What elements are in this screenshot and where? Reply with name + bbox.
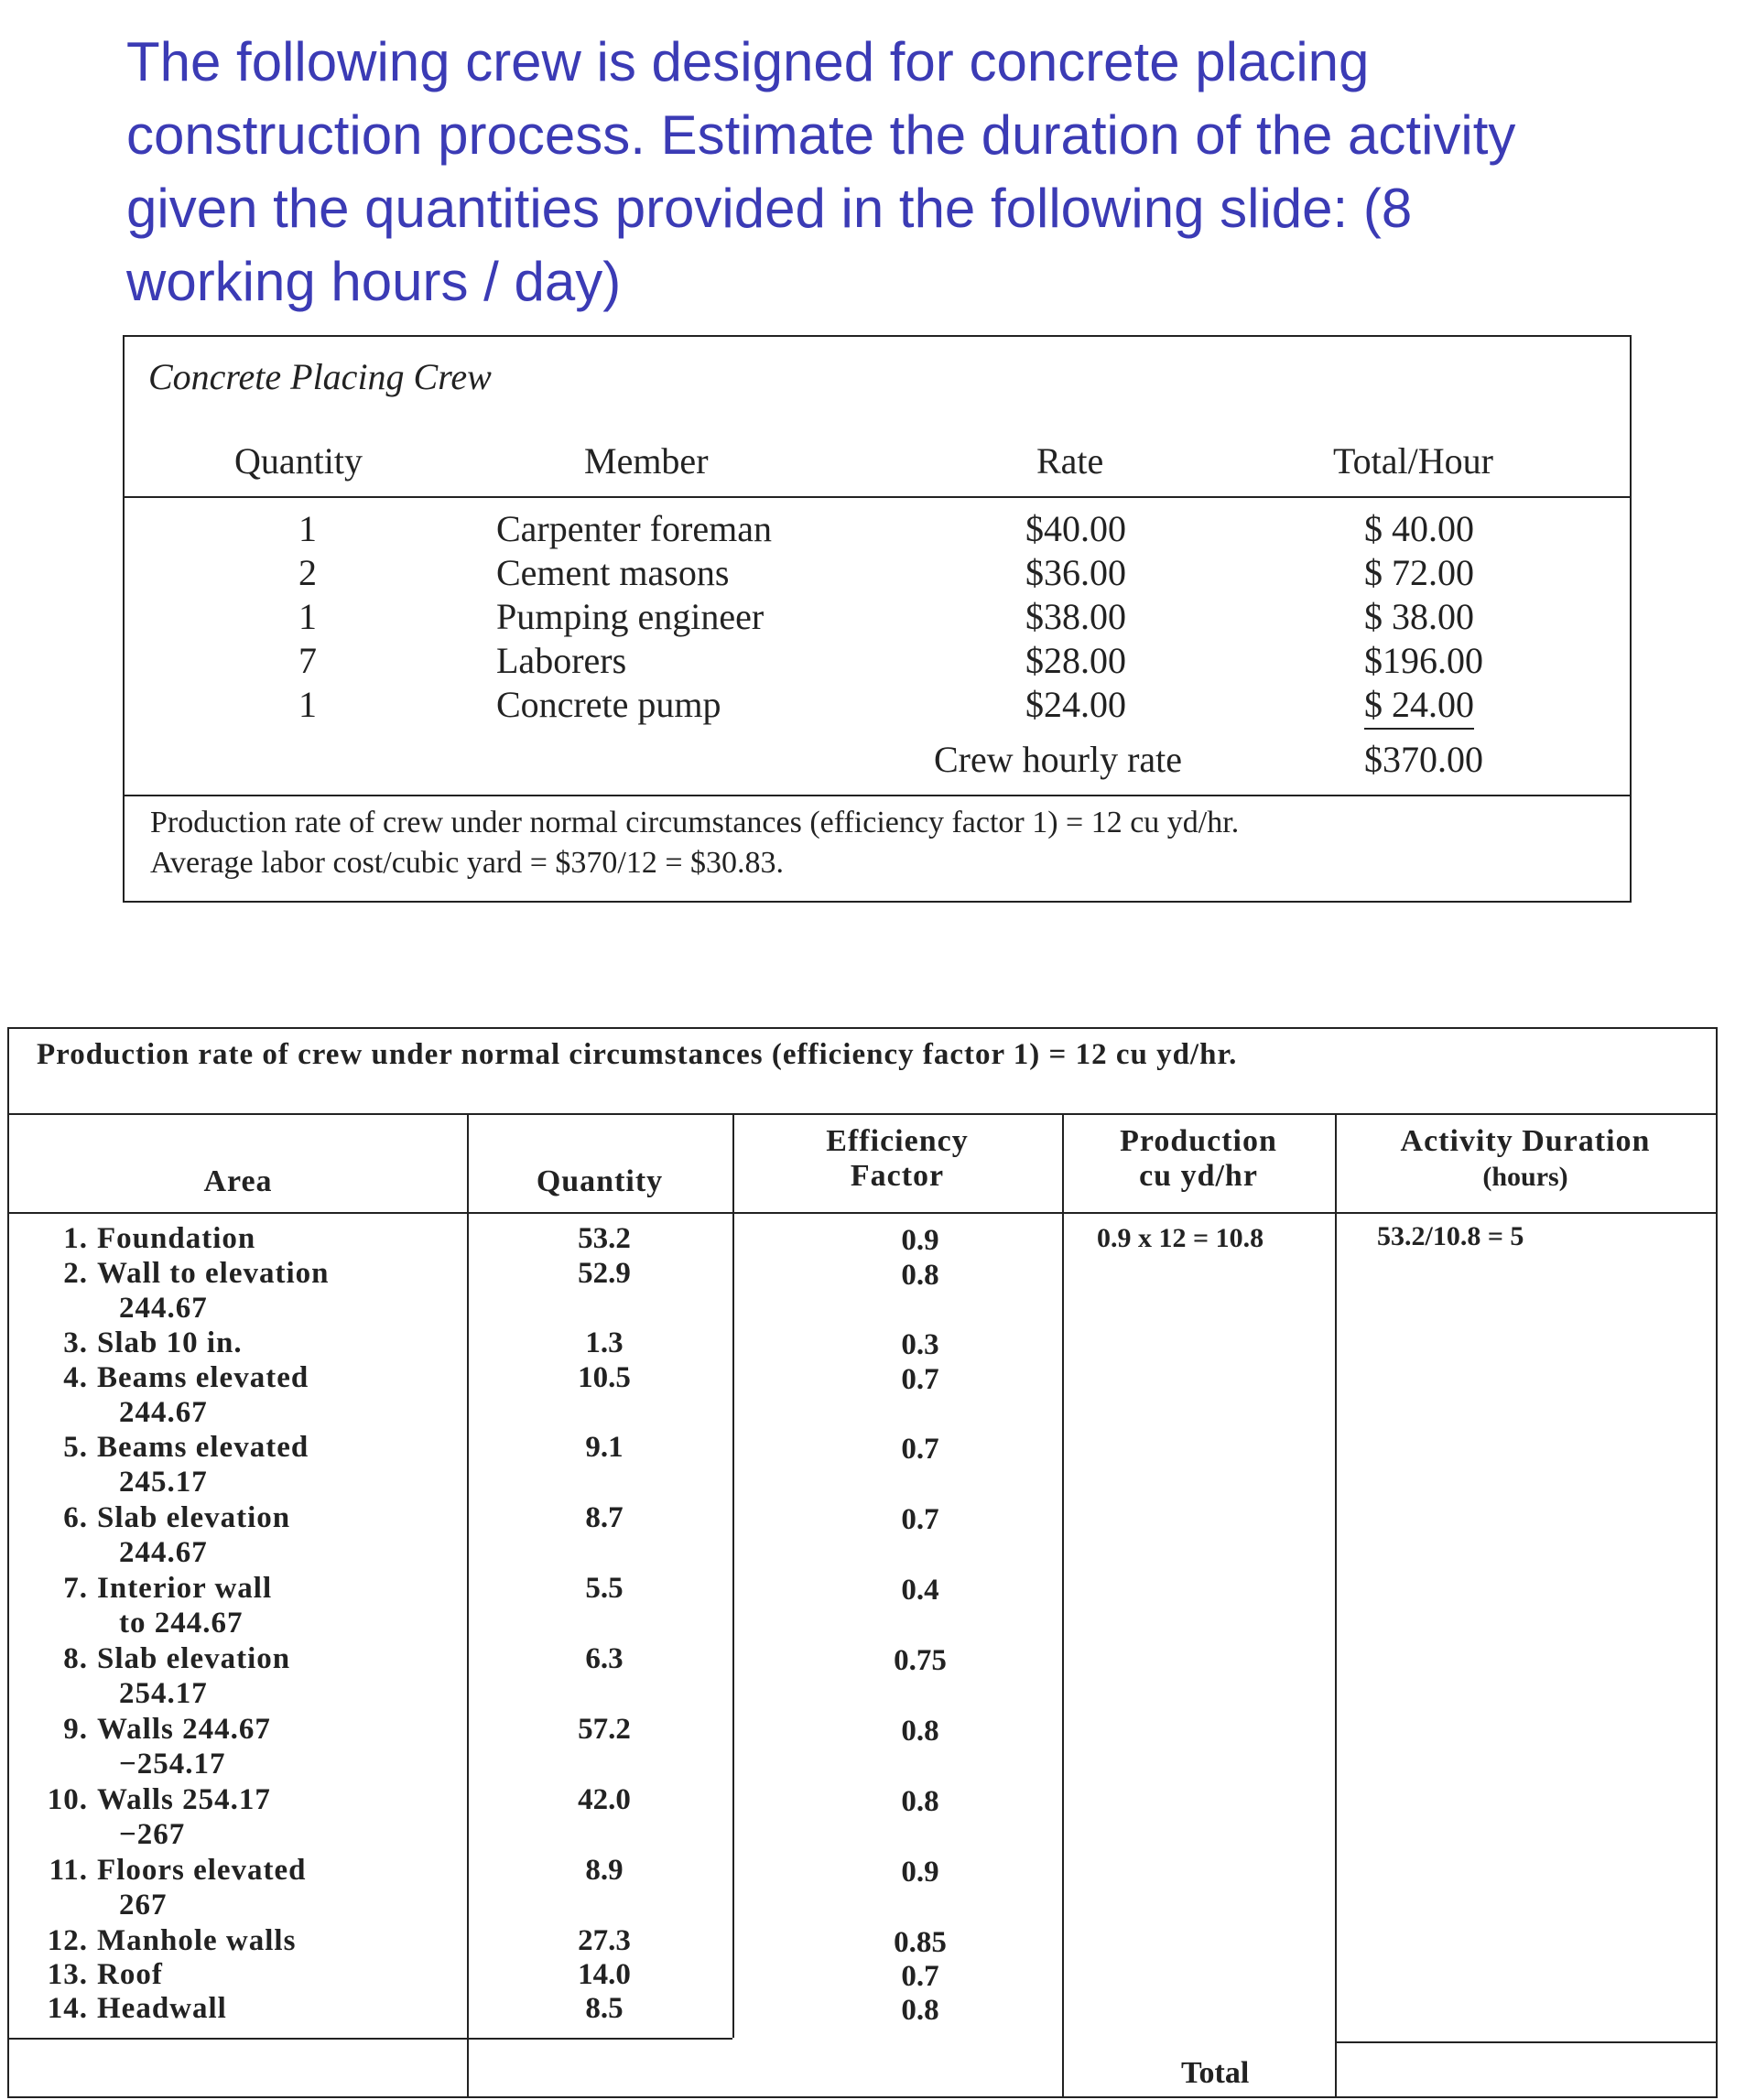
crew-total: $196.00 <box>1364 640 1483 681</box>
header-member: Member <box>584 440 709 482</box>
row-area <box>27 1853 467 1922</box>
production-table <box>7 1027 1718 2098</box>
production-rate-note: Production rate of crew under normal circumstances (efficiency factor 1) = 12 cu yd/hr. <box>37 1038 1238 1071</box>
header-production-line2: cu yd/hr <box>1139 1159 1258 1193</box>
row-efficiency: 0.8 <box>901 1785 939 1818</box>
row-area-name: Slab 10 in. <box>97 1326 243 1359</box>
row-number: 4. <box>63 1361 88 1394</box>
row-area-continued: to 244.67 <box>119 1607 244 1640</box>
row-area-name: Foundation <box>97 1222 256 1255</box>
row-area-name: Beams elevated <box>97 1431 309 1464</box>
row-area <box>27 1326 467 1360</box>
header-area: Area <box>203 1164 273 1198</box>
crew-table-title: Concrete Placing Crew <box>148 356 492 397</box>
row-quantity: 27.3 <box>578 1924 631 1957</box>
header-activity-duration <box>1335 1124 1716 1195</box>
header-efficiency-line2: Factor <box>850 1159 945 1193</box>
row-efficiency: 0.7 <box>901 1960 939 1993</box>
crew-rate: $28.00 <box>1025 640 1126 681</box>
row-efficiency: 0.7 <box>901 1503 939 1536</box>
question-text: The following crew is designed for concrete placing construction process. Estimate the duration of the activity given the quantities provided in the following slide: (8 working hours / day) <box>126 31 1516 312</box>
row-area-continued: −254.17 <box>119 1748 226 1781</box>
row-number: 8. <box>63 1642 88 1675</box>
row-efficiency: 0.3 <box>901 1328 939 1361</box>
crew-total: $ 24.00 <box>1364 683 1474 730</box>
header-production <box>1062 1124 1335 1194</box>
header-divider <box>9 1212 1716 1214</box>
header-quantity: Quantity <box>536 1164 664 1198</box>
duration-calculation: 53.2/10.8 = 5 <box>1377 1221 1524 1251</box>
header-divider <box>125 496 1630 498</box>
row-quantity: 42.0 <box>578 1783 631 1816</box>
row-area-continued: 254.17 <box>119 1677 208 1710</box>
column-divider <box>1335 1113 1337 2096</box>
row-area <box>27 1360 467 1430</box>
crew-quantity: 2 <box>298 552 317 593</box>
row-number: 13. <box>47 1958 88 1991</box>
row-number: 1. <box>63 1222 88 1255</box>
column-divider <box>732 1113 734 2038</box>
row-area <box>27 1782 467 1852</box>
row-area <box>27 1256 467 1326</box>
crew-member: Cement masons <box>496 552 730 593</box>
crew-member: Laborers <box>496 640 627 681</box>
row-area <box>27 1712 467 1781</box>
row-efficiency: 0.75 <box>894 1644 947 1677</box>
crew-cost-note: Average labor cost/cubic yard = $370/12 = $30.83. <box>150 846 785 880</box>
row-efficiency: 0.4 <box>901 1574 939 1607</box>
row-efficiency: 0.7 <box>901 1433 939 1466</box>
crew-rate: $40.00 <box>1025 508 1126 549</box>
crew-total: $ 72.00 <box>1364 552 1474 593</box>
row-quantity: 14.0 <box>578 1958 631 1991</box>
column-divider <box>1062 1113 1064 2096</box>
row-number: 14. <box>47 1992 88 2025</box>
row-number: 10. <box>47 1783 88 1816</box>
crew-member: Concrete pump <box>496 684 721 725</box>
row-area-name: Wall to elevation <box>97 1257 330 1290</box>
row-number: 2. <box>63 1257 88 1290</box>
header-efficiency-factor <box>732 1124 1062 1194</box>
row-area-name: Manhole walls <box>97 1924 297 1957</box>
rows-bottom-divider <box>9 2038 732 2040</box>
row-area-name: Interior wall <box>97 1572 273 1605</box>
row-efficiency: 0.9 <box>901 1856 939 1889</box>
total-divider <box>1335 2041 1716 2043</box>
header-efficiency-line1: Efficiency <box>826 1124 969 1158</box>
crew-quantity: 1 <box>298 596 317 637</box>
crew-table <box>123 335 1632 903</box>
notes-divider <box>125 795 1630 796</box>
row-area <box>27 1641 467 1711</box>
row-area-name: Floors elevated <box>97 1854 307 1887</box>
row-area-continued: 244.67 <box>119 1536 208 1569</box>
row-quantity: 53.2 <box>578 1222 631 1255</box>
header-production-line1: Production <box>1120 1124 1277 1158</box>
row-quantity: 8.5 <box>585 1992 624 2025</box>
crew-quantity: 1 <box>298 684 317 725</box>
header-total-hour: Total/Hour <box>1333 440 1493 482</box>
row-area <box>27 1221 467 1256</box>
column-divider <box>467 1113 469 2096</box>
row-area-name: Walls 254.17 <box>97 1783 271 1816</box>
row-area-name: Headwall <box>97 1992 227 2025</box>
total-label: Total <box>1181 2056 1250 2090</box>
row-area <box>27 1571 467 1640</box>
row-area <box>27 1430 467 1499</box>
row-quantity: 9.1 <box>585 1431 624 1464</box>
row-number: 12. <box>47 1924 88 1957</box>
row-area-continued: 244.67 <box>119 1396 208 1429</box>
row-area-continued: 244.67 <box>119 1292 208 1325</box>
row-area-name: Slab elevation <box>97 1501 291 1534</box>
row-efficiency: 0.7 <box>901 1363 939 1396</box>
row-number: 7. <box>63 1572 88 1605</box>
row-area-continued: 245.17 <box>119 1466 208 1499</box>
row-efficiency: 0.8 <box>901 1715 939 1748</box>
row-quantity: 1.3 <box>585 1326 624 1359</box>
row-area-name: Beams elevated <box>97 1361 309 1394</box>
row-efficiency: 0.85 <box>894 1926 947 1959</box>
header-duration-unit: (hours) <box>1482 1162 1568 1192</box>
crew-member: Pumping engineer <box>496 596 765 637</box>
note-divider <box>9 1113 1716 1115</box>
row-area-name: Walls 244.67 <box>97 1713 271 1746</box>
row-number: 9. <box>63 1713 88 1746</box>
row-area-name: Slab elevation <box>97 1642 291 1675</box>
crew-member: Carpenter foreman <box>496 508 772 549</box>
crew-hourly-rate-value: $370.00 <box>1364 739 1483 780</box>
row-quantity: 8.9 <box>585 1854 624 1887</box>
crew-total: $ 40.00 <box>1364 508 1474 549</box>
row-area <box>27 1957 467 1992</box>
row-area-name: Roof <box>97 1958 163 1991</box>
row-number: 6. <box>63 1501 88 1534</box>
crew-total: $ 38.00 <box>1364 596 1474 637</box>
crew-rate: $38.00 <box>1025 596 1126 637</box>
crew-rate: $24.00 <box>1025 684 1126 725</box>
row-number: 11. <box>49 1854 88 1887</box>
row-efficiency: 0.9 <box>901 1224 939 1257</box>
row-area-continued: 267 <box>119 1889 168 1921</box>
crew-production-note: Production rate of crew under normal circumstances (efficiency factor 1) = 12 cu yd/hr. <box>150 806 1240 839</box>
row-area-continued: −267 <box>119 1818 186 1851</box>
row-quantity: 52.9 <box>578 1257 631 1290</box>
crew-quantity: 7 <box>298 640 317 681</box>
row-number: 5. <box>63 1431 88 1464</box>
header-quantity: Quantity <box>234 440 363 482</box>
crew-hourly-rate-label: Crew hourly rate <box>934 739 1183 780</box>
crew-rate: $36.00 <box>1025 552 1126 593</box>
header-duration-line1: Activity Duration <box>1400 1124 1651 1158</box>
row-efficiency: 0.8 <box>901 1994 939 2027</box>
header-rate: Rate <box>1036 440 1104 482</box>
crew-quantity: 1 <box>298 508 317 549</box>
row-quantity: 6.3 <box>585 1642 624 1675</box>
row-area <box>27 1991 467 2026</box>
row-area <box>27 1923 467 1958</box>
production-calculation: 0.9 x 12 = 10.8 <box>1097 1223 1264 1253</box>
header-duration-line2 <box>1335 1159 1716 1195</box>
row-quantity: 57.2 <box>578 1713 631 1746</box>
row-quantity: 10.5 <box>578 1361 631 1394</box>
row-quantity: 8.7 <box>585 1501 624 1534</box>
row-quantity: 5.5 <box>585 1572 624 1605</box>
row-efficiency: 0.8 <box>901 1259 939 1292</box>
row-number: 3. <box>63 1326 88 1359</box>
row-area <box>27 1500 467 1570</box>
